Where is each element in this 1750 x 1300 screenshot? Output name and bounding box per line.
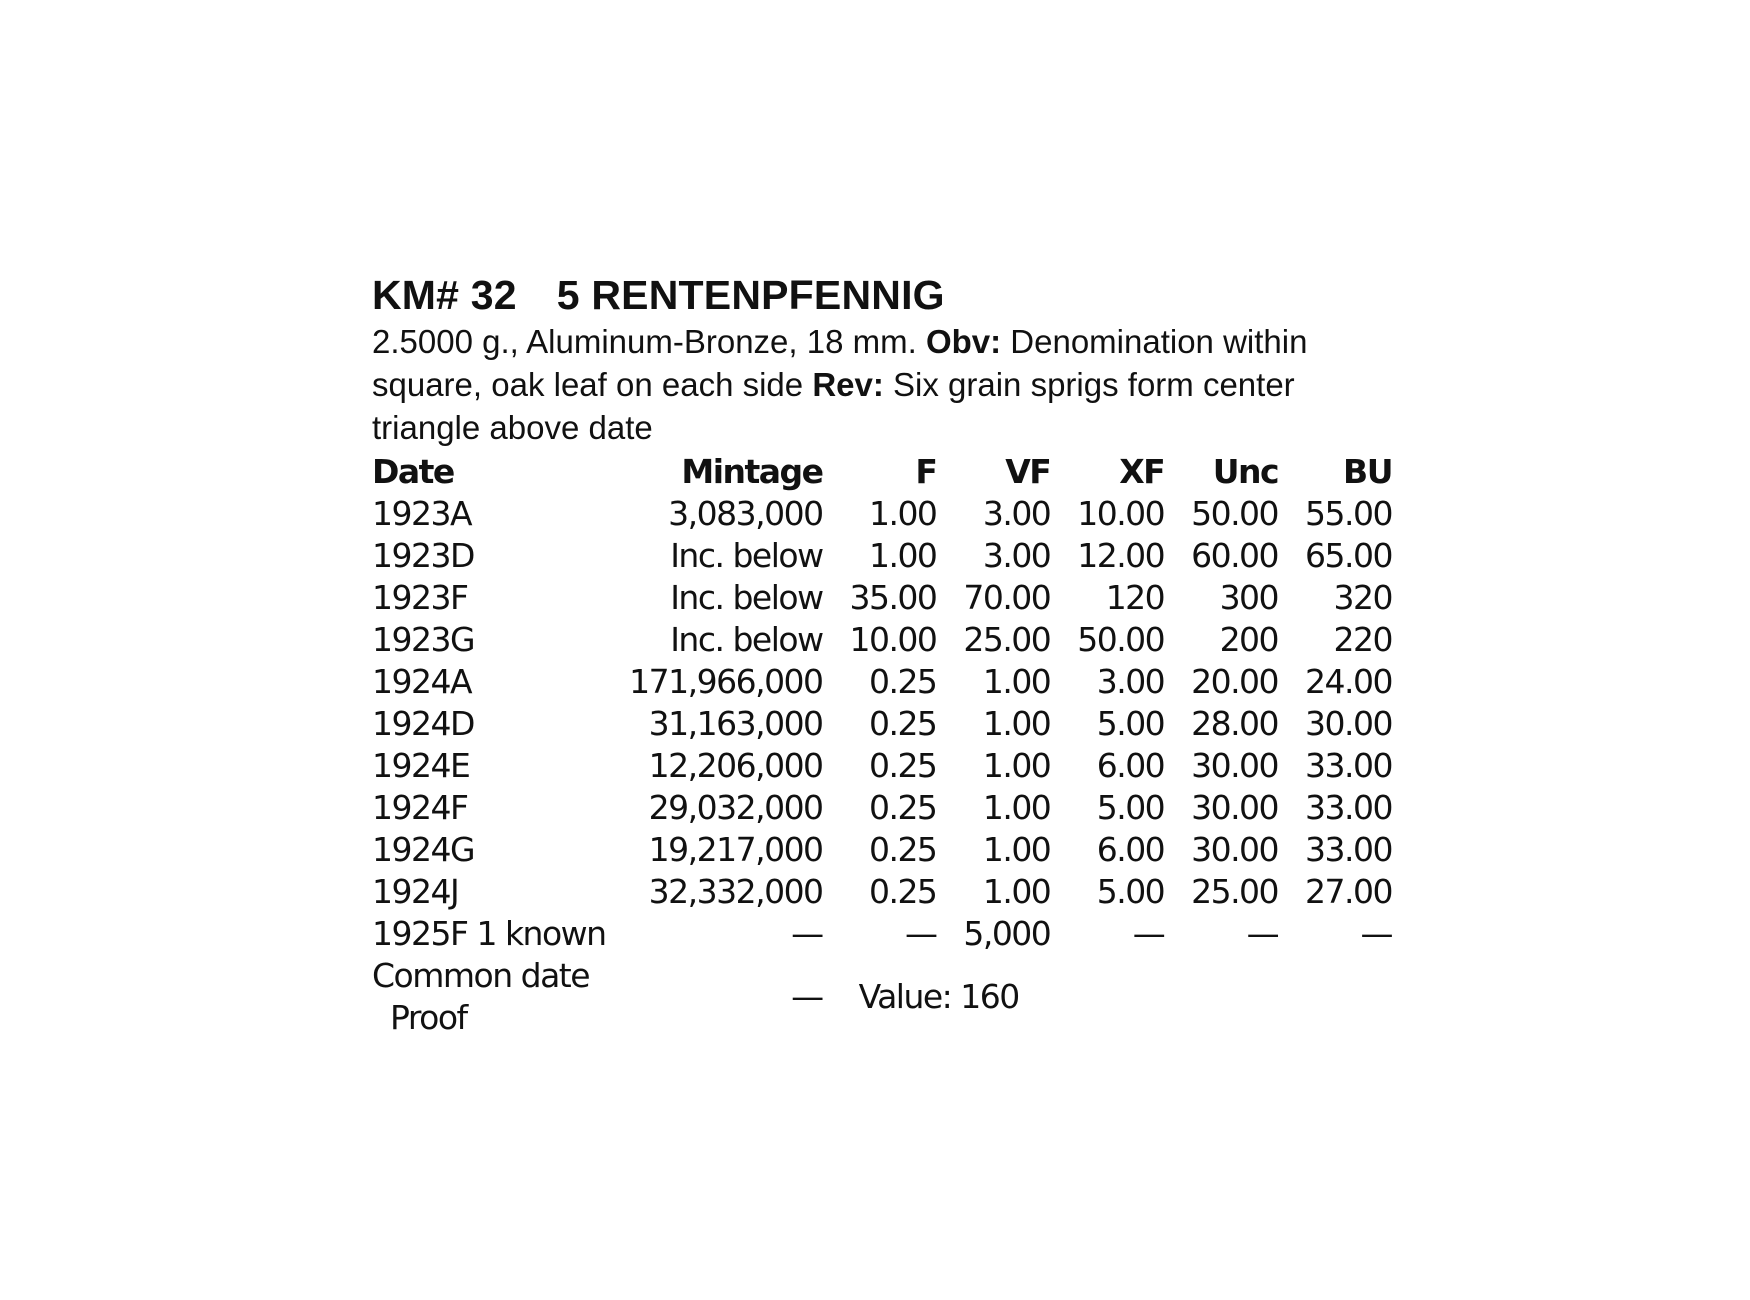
obv-label: Obv: — [925, 323, 1002, 360]
cell-unc: 300 — [1219, 578, 1279, 617]
cell-unc: 20.00 — [1191, 662, 1279, 701]
table-row — [372, 577, 1392, 619]
table-body — [372, 493, 1392, 1039]
cell-vf: 1.00 — [982, 872, 1051, 911]
cell-f: 0.25 — [868, 830, 937, 869]
header-bu: BU — [1343, 452, 1392, 491]
cell-f: 0.25 — [868, 872, 937, 911]
header-unc: Unc — [1212, 452, 1279, 491]
cell-vf: 3.00 — [982, 536, 1051, 575]
table-header-row — [372, 451, 1392, 493]
cell-bu: 24.00 — [1305, 662, 1392, 701]
cell-xf: 10.00 — [1077, 494, 1165, 533]
cell-mintage: Inc. below — [670, 536, 823, 575]
table-row — [372, 661, 1392, 703]
table-row — [372, 619, 1392, 661]
entry-title — [372, 270, 1392, 320]
rev-text: Six grain sprigs form center triangle above date — [372, 366, 1295, 446]
cell-vf: 1.00 — [982, 788, 1051, 827]
cell-date: 1923G — [372, 620, 475, 659]
cell-unc: 200 — [1219, 620, 1279, 659]
cell-f: 1.00 — [868, 536, 937, 575]
cell-mintage: 29,032,000 — [648, 788, 823, 827]
cell-date: 1923A — [372, 494, 472, 533]
common-date-label: Common date — [372, 956, 590, 995]
cell-date: 1924E — [372, 746, 470, 785]
cell-vf: 1.00 — [982, 704, 1051, 743]
cell-mintage: 171,966,000 — [629, 662, 823, 701]
km-number: KM# 32 — [372, 272, 517, 318]
cell-unc: 30.00 — [1191, 746, 1279, 785]
cell-xf: 5.00 — [1096, 872, 1165, 911]
table-row — [372, 829, 1392, 871]
cell-xf: 6.00 — [1096, 830, 1165, 869]
cell-xf: 6.00 — [1096, 746, 1165, 785]
table-row — [372, 703, 1392, 745]
header-date: Date — [372, 452, 454, 491]
specs-text: 2.5000 g., Aluminum-Bronze, 18 mm. — [372, 323, 917, 360]
entry-description — [372, 320, 1382, 449]
header-vf: VF — [1005, 452, 1051, 491]
table-row — [372, 535, 1392, 577]
cell-vf: 3.00 — [982, 494, 1051, 533]
cell-value: Value: 160 — [858, 977, 1019, 1016]
cell-bu: 220 — [1333, 620, 1392, 659]
table-row-common-date-proof — [372, 955, 1392, 1039]
cell-bu: 27.00 — [1305, 872, 1392, 911]
header-xf: XF — [1119, 452, 1165, 491]
cell-xf: 3.00 — [1096, 662, 1165, 701]
cell-unc: — — [1246, 914, 1279, 953]
cell-unc: 30.00 — [1191, 788, 1279, 827]
cell-f: 0.25 — [868, 788, 937, 827]
cell-vf: 1.00 — [982, 662, 1051, 701]
cell-xf: — — [1132, 914, 1165, 953]
cell-mintage: 12,206,000 — [648, 746, 823, 785]
cell-vf: 1.00 — [982, 830, 1051, 869]
cell-mintage: — — [791, 977, 823, 1016]
table-row — [372, 787, 1392, 829]
table-row-1925f — [372, 913, 1392, 955]
cell-bu: 33.00 — [1305, 830, 1392, 869]
cell-vf: 25.00 — [963, 620, 1051, 659]
cell-mintage: — — [791, 914, 823, 953]
cell-date: 1923F — [372, 578, 468, 617]
cell-date: 1924A — [372, 662, 472, 701]
cell-f: 35.00 — [849, 578, 937, 617]
cell-mintage: Inc. below — [670, 578, 823, 617]
cell-mintage: 31,163,000 — [648, 704, 823, 743]
cell-bu: 320 — [1333, 578, 1392, 617]
cell-vf: 5,000 — [963, 914, 1051, 953]
cell-mintage: 3,083,000 — [668, 494, 823, 533]
cell-bu: 65.00 — [1305, 536, 1392, 575]
cell-f: 0.25 — [868, 746, 937, 785]
cell-bu: — — [1360, 914, 1392, 953]
cell-mintage: Inc. below — [670, 620, 823, 659]
cell-unc: 60.00 — [1191, 536, 1279, 575]
cell-bu: 30.00 — [1305, 704, 1392, 743]
cell-f: — — [904, 914, 937, 953]
cell-xf: 120 — [1105, 578, 1165, 617]
cell-f: 1.00 — [868, 494, 937, 533]
cell-f: 0.25 — [868, 662, 937, 701]
denomination: 5 RENTENPFENNIG — [556, 272, 945, 318]
proof-label: Proof — [390, 998, 467, 1037]
cell-bu: 33.00 — [1305, 788, 1392, 827]
cell-bu: 55.00 — [1305, 494, 1392, 533]
cell-vf: 1.00 — [982, 746, 1051, 785]
value-table — [372, 451, 1392, 1039]
cell-f: 10.00 — [849, 620, 937, 659]
cell-unc: 28.00 — [1191, 704, 1279, 743]
header-mintage: Mintage — [681, 452, 823, 491]
obv-text: Denomination within square, oak leaf on each side — [372, 323, 1308, 403]
cell-xf: 50.00 — [1077, 620, 1165, 659]
cell-date: 1923D — [372, 536, 474, 575]
cell-unc: 25.00 — [1191, 872, 1279, 911]
cell-date: 1924F — [372, 788, 468, 827]
cell-mintage: 32,332,000 — [648, 872, 823, 911]
cell-f: 0.25 — [868, 704, 937, 743]
cell-date — [372, 955, 606, 1039]
cell-date: 1924J — [372, 872, 459, 911]
cell-bu: 33.00 — [1305, 746, 1392, 785]
cell-date: 1925F 1 known — [372, 914, 606, 953]
cell-vf: 70.00 — [963, 578, 1051, 617]
table-row — [372, 871, 1392, 913]
table-row — [372, 493, 1392, 535]
rev-label: Rev: — [812, 366, 884, 403]
cell-date: 1924D — [372, 704, 474, 743]
cell-xf: 5.00 — [1096, 788, 1165, 827]
cell-unc: 30.00 — [1191, 830, 1279, 869]
catalog-entry — [372, 270, 1392, 1039]
cell-mintage: 19,217,000 — [648, 830, 823, 869]
cell-unc: 50.00 — [1191, 494, 1279, 533]
table-row — [372, 745, 1392, 787]
cell-xf: 12.00 — [1077, 536, 1165, 575]
cell-xf: 5.00 — [1096, 704, 1165, 743]
cell-date: 1924G — [372, 830, 475, 869]
header-f: F — [915, 452, 937, 491]
